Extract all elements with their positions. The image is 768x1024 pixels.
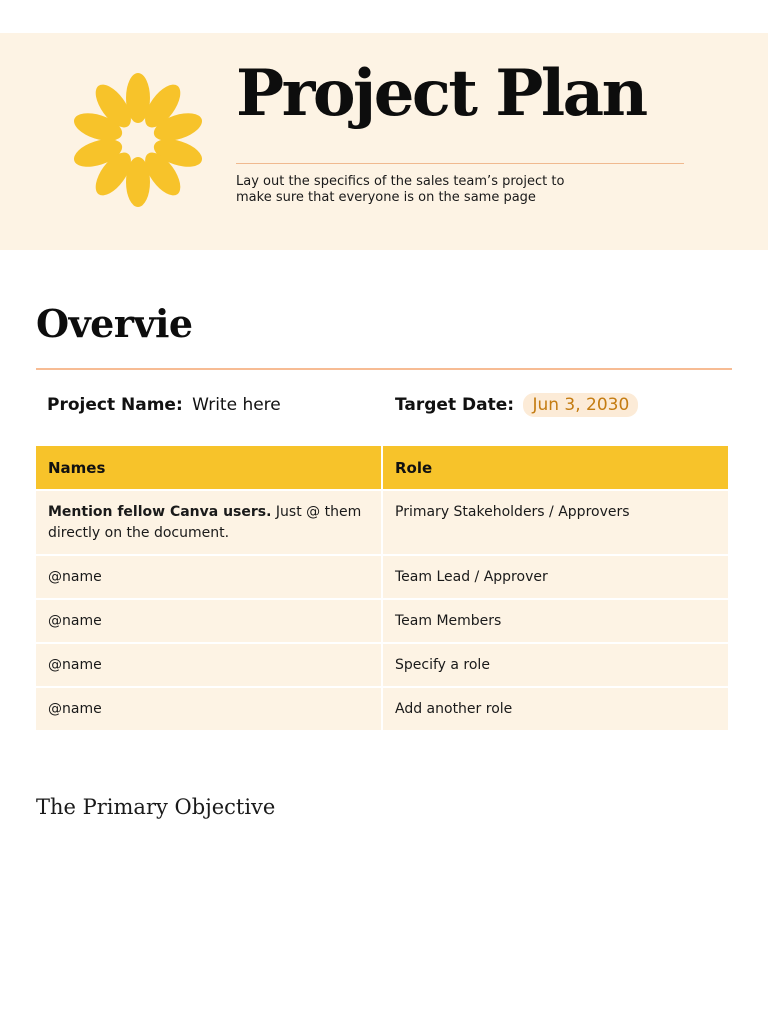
objective-heading[interactable]: The Primary Objective (36, 795, 276, 819)
target-date-field (395, 393, 638, 417)
table-row (36, 688, 728, 730)
section-divider (36, 368, 732, 370)
project-name-label: Project Name: (47, 395, 183, 415)
table-header-row (36, 446, 728, 489)
table-cell-role[interactable]: Team Lead / Approver (383, 556, 728, 598)
table-row (36, 600, 728, 642)
table-cell-names[interactable] (36, 491, 381, 554)
mention-text: Just @ them directly on the document. (48, 504, 362, 541)
roles-table (34, 444, 730, 732)
table-cell-names[interactable]: @name (36, 644, 381, 686)
table-cell-role[interactable]: Add another role (383, 688, 728, 730)
flower-icon (66, 73, 210, 207)
page-title[interactable]: Project Plan (236, 56, 646, 131)
table-cell-role[interactable]: Team Members (383, 600, 728, 642)
target-date-value[interactable]: Jun 3, 2030 (523, 393, 638, 417)
overview-heading[interactable]: Overvie (36, 301, 193, 346)
names-column-header[interactable]: Names (36, 446, 381, 489)
table-cell-names[interactable]: @name (36, 556, 381, 598)
project-name-value[interactable]: Write here (192, 395, 281, 415)
page-subtitle[interactable]: Lay out the specifics of the sales team’s project to make sure that everyone is on the same page (236, 174, 565, 205)
mention-bold-text: Mention fellow Canva users. (48, 504, 272, 520)
table-cell-role[interactable]: Specify a role (383, 644, 728, 686)
table-cell-names[interactable]: @name (36, 688, 381, 730)
target-date-label: Target Date: (395, 395, 515, 415)
role-column-header[interactable]: Role (383, 446, 728, 489)
table-row (36, 556, 728, 598)
table-row (36, 644, 728, 686)
table-cell-names[interactable]: @name (36, 600, 381, 642)
project-name-field (47, 393, 281, 417)
table-cell-role[interactable]: Primary Stakeholders / Approvers (383, 491, 728, 554)
header-divider (236, 163, 684, 164)
table-row (36, 491, 728, 554)
